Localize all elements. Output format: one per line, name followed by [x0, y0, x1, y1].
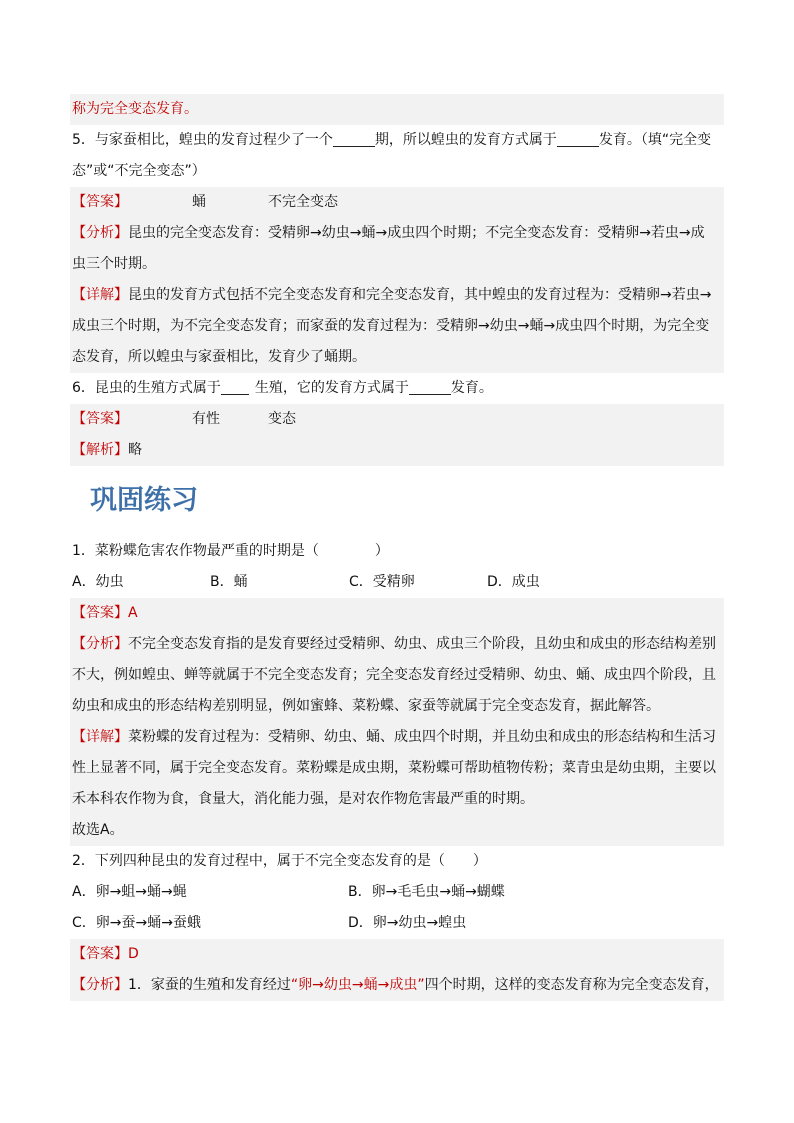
q1-options [70, 567, 724, 598]
q1-option-b: B．蛹 [210, 574, 248, 590]
q1-option-d: D．成虫 [487, 574, 540, 590]
q6-jiexi: 【解析】略 [70, 435, 724, 466]
q2-option-b: B．卵→毛毛虫→蛹→蝴蝶 [348, 884, 505, 900]
q2-option-c: C．卵→蚕→蛹→蚕蛾 [72, 915, 201, 931]
q1-analysis-line-3: 幼虫和成虫的形态结构差别明显，例如蜜蜂、菜粉蝶、家蚕等就属于完全变态发育，据此解答。 [70, 691, 724, 722]
q5-detail-line-2: 成虫三个时期，为不完全变态发育；而家蚕的发育过程为：受精卵→幼虫→蛹→成虫四个时期，为完全变 [70, 311, 724, 342]
content [70, 94, 724, 1001]
q2-analysis-line-1: 【分析】1．家蚕的生殖和发育经过“卵→幼虫→蛹→成虫”四个时期，这样的变态发育称为完全变态发育， [70, 970, 724, 1001]
q1-option-a: A．幼虫 [72, 574, 124, 590]
q1-option-c: C．受精卵 [349, 574, 415, 590]
q2-options-row-1 [70, 877, 724, 908]
q2-options-row-2 [70, 908, 724, 939]
q5-detail-line-1: 【详解】昆虫的发育方式包括不完全变态发育和完全变态发育，其中蝗虫的发育过程为：受精卵→若虫→ [70, 280, 724, 311]
section-title: 巩固练习 [90, 485, 198, 516]
q1-detail-line-1: 【详解】菜粉蝶的发育过程为：受精卵、幼虫、蛹、成虫四个时期，并且幼虫和成虫的形态结构和生活习 [70, 722, 724, 753]
q1-detail-line-2: 性上显著不同，属于完全变态发育。菜粉蝶是成虫期，菜粉蝶可帮助植物传粉；菜青虫是幼虫期，主要以 [70, 753, 724, 784]
q2-analysis-quote: “卵→幼虫→蛹→成虫” [290, 977, 425, 993]
q1-conclusion: 故选A。 [70, 815, 724, 846]
q5-blank-1 [333, 130, 375, 147]
q1-answer-value: A [128, 605, 138, 621]
q5-detail-line-3: 态发育，所以蝗虫与家蚕相比，发育少了蛹期。 [70, 342, 724, 373]
q2-answer-value: D [128, 946, 139, 962]
q6-blank-2 [409, 378, 451, 395]
q1-stem: 1．菜粉蝶危害农作物最严重的时期是（ ） [72, 543, 389, 559]
q1-analysis-line-1: 【分析】不完全变态发育指的是发育要经过受精卵、幼虫、成虫三个阶段，且幼虫和成虫的形态结构差别 [70, 629, 724, 660]
q5-analysis-line-1: 【分析】昆虫的完全变态发育：受精卵→幼虫→蛹→成虫四个时期；不完全变态发育：受精卵→若虫→成 [70, 218, 724, 249]
q6-stem: 6．昆虫的生殖方式属于 生殖，它的发育方式属于 发育。 [72, 380, 493, 396]
q5-answer-1: 蛹 [192, 194, 206, 210]
q5-answer [70, 187, 724, 218]
q2-option-a: A．卵→蛆→蛹→蝇 [72, 884, 187, 900]
prev-continuation [70, 94, 724, 125]
q5-stem-line-1: 5．与家蚕相比，蝗虫的发育过程少了一个 期，所以蝗虫的发育方式属于 发育。（填“完全变 [72, 132, 712, 148]
q6-answer: 【答案】 有性 变态 [70, 404, 724, 435]
analysis-tag: 【分析】 [72, 225, 128, 241]
q5-answer-2: 不完全变态 [268, 194, 338, 210]
q2-option-d: D．卵→幼虫→蝗虫 [348, 915, 467, 931]
q1-answer: 【答案】A [70, 598, 724, 629]
q2-answer: 【答案】D [70, 939, 724, 970]
prev-continuation-text: 称为完全变态发育。 [72, 101, 198, 117]
detail-tag: 【详解】 [72, 287, 128, 303]
q2-stem: 2．下列四种昆虫的发育过程中，属于不完全变态发育的是（ ） [72, 853, 487, 869]
q1-analysis-line-2: 不大，例如蝗虫、蝉等就属于不完全变态发育；完全变态发育经过受精卵、幼虫、蛹、成虫四个阶段，且 [70, 660, 724, 691]
q6-blank-1 [221, 378, 249, 395]
answer-tag: 【答案】 [72, 194, 128, 210]
q5-analysis-line-2: 虫三个时期。 [70, 249, 724, 280]
q6-answer-2: 变态 [268, 411, 296, 427]
q5-stem-line-2: 态”或“不完全变态”） [72, 163, 206, 179]
q5-blank-2 [557, 130, 599, 147]
q6-answer-1: 有性 [192, 411, 220, 427]
q1-detail-line-3: 禾本科农作物为食，食量大，消化能力强，是对农作物危害最严重的时期。 [70, 784, 724, 815]
